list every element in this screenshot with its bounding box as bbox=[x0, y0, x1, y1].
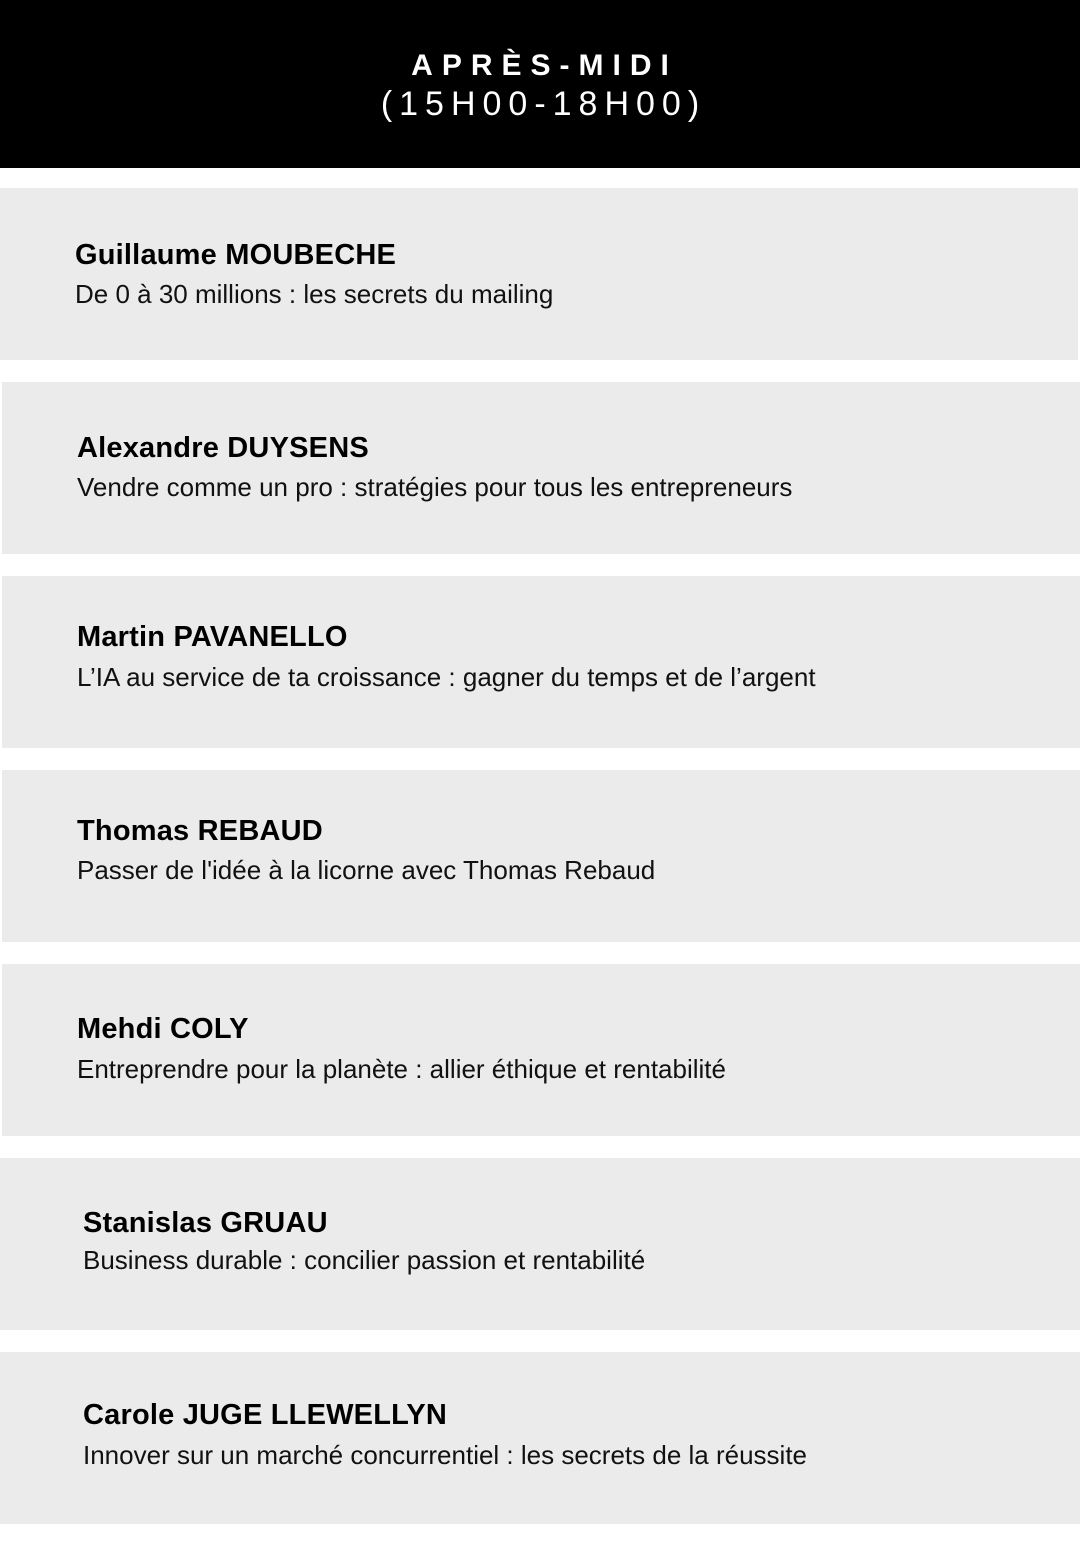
speaker-name: Guillaume MOUBECHE bbox=[75, 239, 397, 271]
session-card-7 bbox=[0, 1352, 1080, 1524]
speaker-name: Alexandre DUYSENS bbox=[77, 432, 369, 464]
session-card-5 bbox=[2, 964, 1080, 1136]
speaker-name: Carole JUGE LLEWELLYN bbox=[83, 1399, 448, 1431]
header-time-range: (15H00-18H00) bbox=[380, 85, 707, 123]
session-card-2 bbox=[2, 382, 1080, 554]
talk-title: L’IA au service de ta croissance : gagner du temps et de l’argent bbox=[77, 662, 816, 692]
talk-title: Vendre comme un pro : stratégies pour tous les entrepreneurs bbox=[77, 472, 793, 502]
speaker-name: Stanislas GRUAU bbox=[83, 1207, 328, 1239]
session-card-3 bbox=[2, 576, 1080, 748]
schedule-header bbox=[0, 0, 1080, 168]
speaker-name: Mehdi COLY bbox=[77, 1013, 249, 1045]
speaker-name: Thomas REBAUD bbox=[77, 815, 323, 847]
talk-title: Business durable : concilier passion et rentabilité bbox=[83, 1245, 646, 1275]
session-card-6 bbox=[0, 1158, 1080, 1330]
talk-title: Entreprendre pour la planète : allier éthique et rentabilité bbox=[77, 1054, 726, 1084]
speaker-name: Martin PAVANELLO bbox=[77, 621, 348, 653]
talk-title: Passer de l'idée à la licorne avec Thomas Rebaud bbox=[77, 855, 656, 885]
header-title: APRÈS-MIDI bbox=[411, 49, 678, 82]
talk-title: Innover sur un marché concurrentiel : les secrets de la réussite bbox=[83, 1440, 808, 1470]
talk-title: De 0 à 30 millions : les secrets du mailing bbox=[75, 279, 554, 309]
session-card-4 bbox=[2, 770, 1080, 942]
session-card-1 bbox=[0, 188, 1078, 360]
